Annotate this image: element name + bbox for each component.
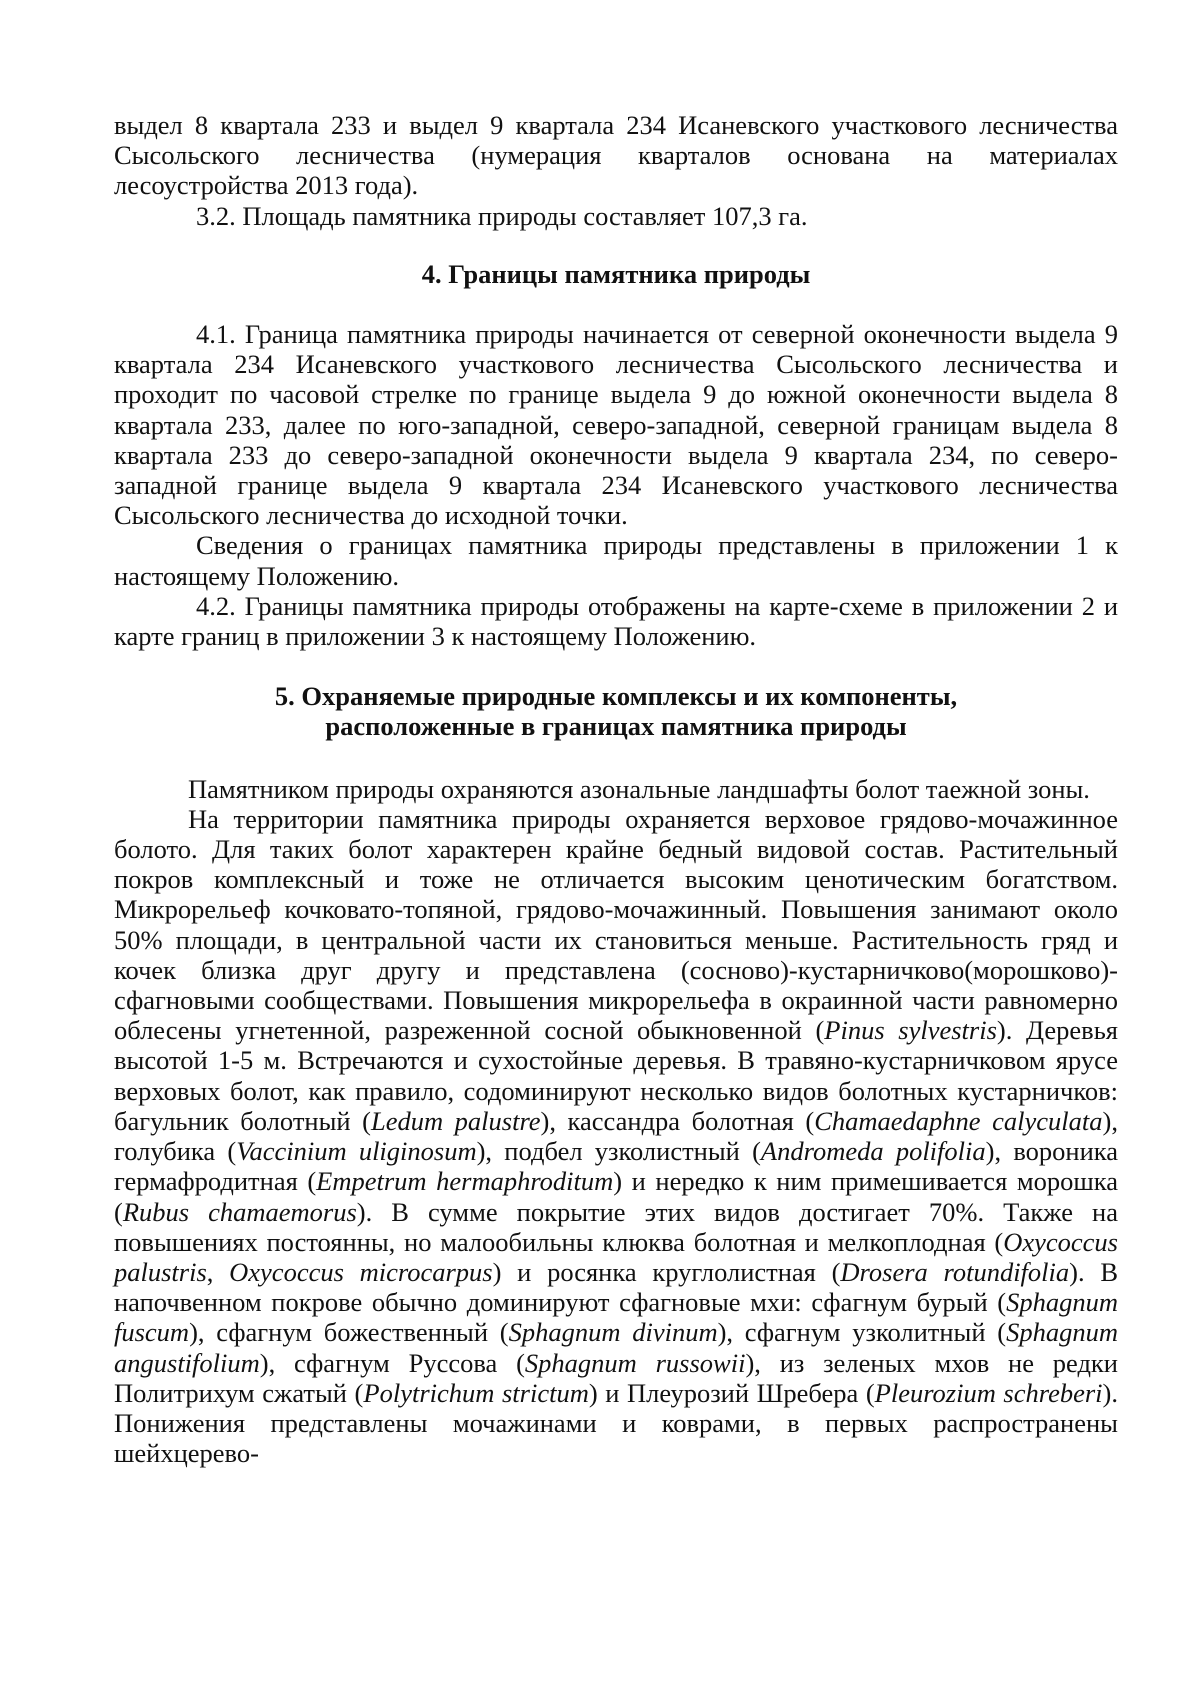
latin-name: Vaccinium uliginosum [236, 1136, 477, 1167]
latin-name: Andromeda polifolia [760, 1136, 986, 1167]
paragraph-3-2-area: 3.2. Площадь памятника природы составляет 107,3 га. [196, 200, 808, 231]
flora-text: ), кассандра болотная ( [540, 1105, 815, 1136]
flora-text: ), из зеленых мхов не редки Политрихум сжатый ( [114, 1347, 1118, 1408]
paragraph-4-1-boundary: 4.1. Граница памятника природы начинается от северной оконечности выдела 9 квартала 234 Исаневского участкового лесничества Сысольского лесничества и проходит по часовой стрелке по границе выдела 9 до южной оконечности выдела 8 квартала 233, далее по юго-западной, северо-западной, северной границам выдела 8 квартала 233 до северо-западной оконечности выдела 9 квартала 234, по северо-западной границе выдела 9 квартала 234 Исаневского участкового лесничества Сысольского лесничества до исходной точки. [114, 319, 1118, 531]
section-5-heading-line-2: расположенные в границах памятника природы [325, 711, 907, 742]
section-5-heading-line-1: 5. Охраняемые природные комплексы и их компоненты, [274, 681, 958, 712]
latin-name: Oxycoccus microcarpus [229, 1256, 493, 1287]
section-5-heading [114, 681, 1118, 741]
latin-name: Sphagnum angustifolium [114, 1317, 1118, 1378]
flora-text: ), сфагнум узколитный ( [717, 1317, 1007, 1348]
flora-text: ), голубика ( [114, 1105, 1118, 1167]
paragraph-intro: выдел 8 квартала 233 и выдел 9 квартала 234 Исаневского участкового лесничества Сысольского лесничества (нумерация кварталов основана на материалах лесоустройства 2013 года). [114, 110, 1118, 201]
latin-name: Sphagnum russowii [524, 1347, 746, 1378]
flora-text: , [206, 1256, 230, 1287]
flora-text: ). Деревья высотой 1-5 м. Встречаются и сухостойные деревья. В травяно-кустарничковом ярусе верховых болот, как правило, содоминируют несколько видов болотных кустарничков: багульник болотный ( [114, 1015, 1118, 1136]
flora-text: ), сфагнум божественный ( [189, 1317, 509, 1348]
flora-text: ). В сумме покрытие этих видов достигает 70%. Также на повышениях постоянны, но малообильны клюква болотная и мелкоплодная ( [114, 1196, 1118, 1257]
latin-name: Drosera rotundifolia [840, 1256, 1070, 1287]
paragraph-flora-description [114, 804, 1118, 1468]
section-4-heading: 4. Границы памятника природы [421, 258, 811, 289]
latin-name: Oxycoccus palustris [114, 1226, 1118, 1287]
flora-text: ). В напочвенном покрове обычно доминируют сфагновые мхи: сфагнум бурый ( [114, 1256, 1119, 1318]
latin-name: Sphagnum fuscum [114, 1287, 1118, 1348]
latin-name: Empetrum hermaphroditum [316, 1166, 614, 1197]
latin-name: Sphagnum divinum [508, 1317, 718, 1348]
flora-text: На территории памятника природы охраняется верховое грядово-мочажинное болото. Для таких болот характерен крайне бедный видовой состав. Растительный покров комплексный и тоже не отличается высоким ценотическим богатством. Микрорельеф кочковато-топяной, грядово-мочажинный. Повышения занимают около 50% площади, в центральной части их становиться меньше. Растительность гряд и кочек близка друг другу и представлена (сосново)-кустарничково(морошково)-сфагновыми сообществами. Повышения микрорельефа в окраинной части равномерно облесены угнетенной, разреженной сосной обыкновенной ( [114, 803, 1118, 1046]
latin-name: Pleurozium schreberi [874, 1377, 1103, 1408]
flora-text: ), сфагнум Руссова ( [259, 1347, 525, 1378]
flora-text: ) и нередко к ним примешивается морошка ( [114, 1166, 1118, 1227]
latin-name: Ledum palustre [370, 1105, 541, 1136]
flora-text: ), подбел узколистный ( [476, 1136, 761, 1167]
paragraph-boundary-info: Сведения о границах памятника природы представлены в приложении 1 к настоящему Положению. [114, 530, 1118, 591]
latin-name: Chamaedaphne calyculata [814, 1105, 1103, 1136]
flora-text: ) и Плеурозий Шребера ( [588, 1377, 875, 1408]
latin-name: Polytrichum strictum [363, 1377, 589, 1408]
latin-name: Pinus sylvestris [824, 1015, 997, 1046]
flora-text: ). Понижения представлены мочажинами и коврами, в первых распространены шейхцерево- [114, 1377, 1118, 1469]
latin-name: Rubus chamaemorus [122, 1196, 357, 1227]
paragraph-azonal-landscapes: Памятником природы охраняются азональные ландшафты болот таежной зоны. [188, 773, 1090, 804]
paragraph-4-2-maps: 4.2. Границы памятника природы отображены на карте-схеме в приложении 2 и карте границ в приложении 3 к настоящему Положению. [114, 590, 1118, 652]
flora-text: ), вороника гермафродитная ( [114, 1136, 1119, 1197]
flora-text: ) и росянка круглолистная ( [492, 1256, 841, 1287]
